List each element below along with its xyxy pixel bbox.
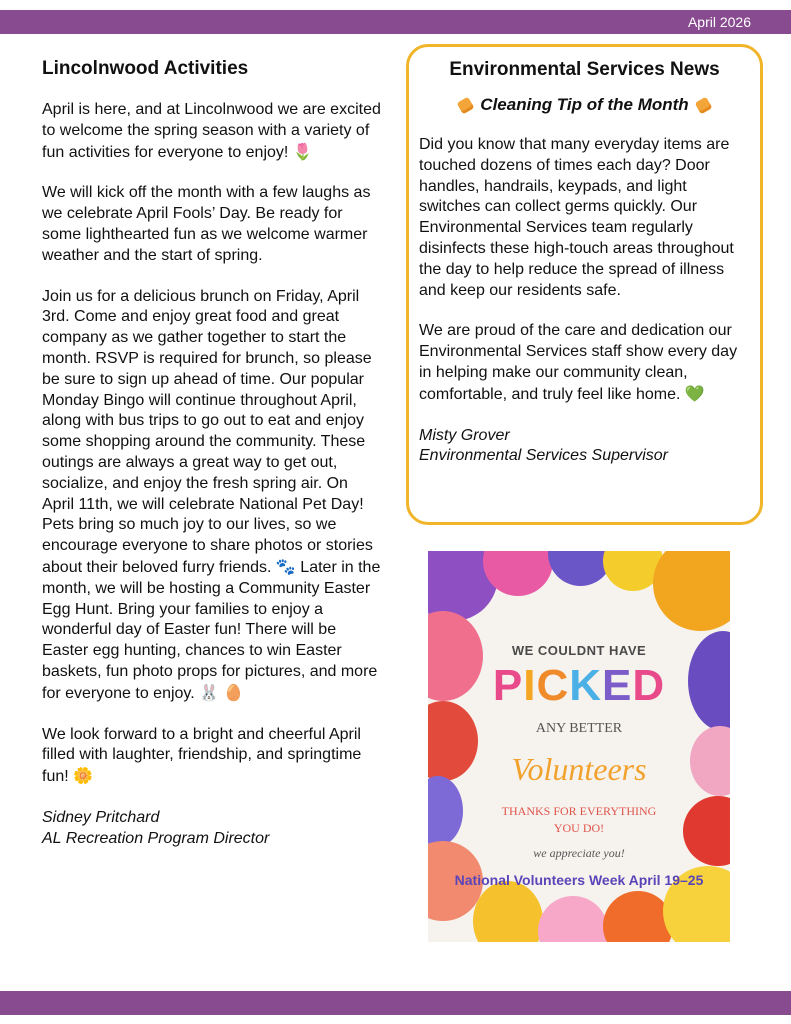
poster-week: National Volunteers Week April 19–25 [454,872,704,888]
flower-decoration [538,896,608,942]
issue-date: April 2026 [687,14,751,30]
activities-paragraph: April is here, and at Lincolnwood we are excited to welcome the spring season with a variety of fun activities for everyone to enjoy! 🌷 [42,101,381,161]
env-title: Environmental Services News [449,59,720,80]
tulip-icon: 🌷 [292,141,313,161]
poster-appreciate: we appreciate you! [533,846,625,860]
poster-thanks: THANKS FOR EVERYTHING YOU DO! [501,804,657,835]
signature-title: AL Recreation Program Director [42,829,270,847]
activities-paragraph: Join us for a delicious brunch on Friday, April 3rd. Come and enjoy great food and great company as we gather together to start the month. RSVP is required for brunch, so please be sure to sign up ahead of time. Our popular Monday Bingo will continue throughout April, along with bus trips to go out to eat and enjoy some shopping around the community. These outings are always a great way to get out, socialize, and enjoy the fresh spring air. On April 11th, we will celebrate National Pet Day! Pets bring so much joy to our lives, so we encourage everyone to share photos or stories about their beloved furry friends. 🐾 Later in the month, we will be hosting a Community Easter Egg Hunt. Bring your families to enjoy a wonderful day of Easter fun! There will be Easter egg hunting, chances to win Easter baskets, fun photo props for pictures, and more for everyone to enjoy. 🐰 🥚 [42,287,381,702]
poster-volunteers: Volunteers [511,751,647,787]
egg-icon: 🥚 [223,682,244,702]
activities-column [42,58,382,850]
env-paragraph: We are proud of the care and dedication our Environmental Services staff show every day in helping make our community clean, comfortable, and truly feel like home. 💚 [419,322,738,403]
bunny-icon: 🐰 [199,682,220,702]
green-heart-icon: 💚 [684,383,705,403]
daisy-icon: 🌼 [73,766,94,786]
env-signature-title: Environmental Services Supervisor [419,447,668,465]
flower-decoration [473,881,543,942]
signature-name: Sidney Pritchard [42,808,160,826]
tip-heading: Cleaning Tip of the Month [419,95,750,115]
header-bar [0,10,791,34]
activities-paragraph: We will kick off the month with a few laughs as we celebrate April Fools’ Day. Be ready for some lighthearted fun as we welcome warmer weather and the start of spring. [42,184,371,264]
sponge-icon [457,97,475,115]
env-signature-name: Misty Grover [419,426,510,444]
activities-paragraph: We look forward to a bright and cheerful April filled with laughter, friendship, and springtime fun! 🌼 [42,725,362,786]
activities-title: Lincolnwood Activities [42,58,249,79]
poster-line: ANY BETTER [535,721,623,736]
sponge-icon [694,97,712,115]
volunteers-poster [428,551,730,942]
paws-icon: 🐾 [275,556,296,576]
poster-picked: PICKED [492,661,666,710]
poster-line: WE COULDNT HAVE [511,643,647,658]
environmental-services-box [406,44,763,525]
footer-bar [0,991,791,1015]
flower-decoration [653,551,730,631]
env-paragraph: Did you know that many everyday items are touched dozens of times each day? Door handles, handrails, keypads, and light switches can collect germs quickly. Our Environmental Services team regularly disinfects these high-touch areas throughout the day to help reduce the spread of illness and keep our residents safe. [419,136,734,299]
